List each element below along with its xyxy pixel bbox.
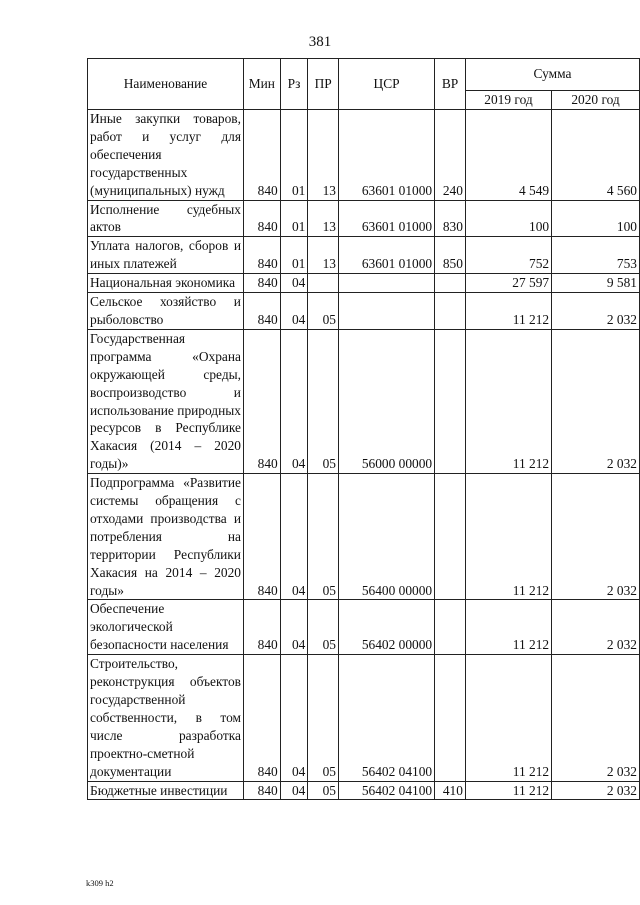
row-sum-2019: 11 212 (465, 600, 551, 655)
row-sum-2019: 752 (465, 237, 551, 274)
table-row (88, 237, 640, 274)
row-sum-2019: 11 212 (465, 474, 551, 600)
table-row (88, 274, 640, 293)
table-row (88, 293, 640, 330)
row-sum-2019: 11 212 (465, 293, 551, 330)
row-sum-2019: 11 212 (465, 781, 551, 800)
row-name: Сельское хозяйство и рыболовство (88, 293, 244, 330)
row-csr: 63601 01000 (339, 200, 435, 237)
row-vr (435, 329, 466, 473)
row-vr (435, 600, 466, 655)
row-sum-2019: 11 212 (465, 655, 551, 781)
row-rz: 01 (280, 110, 308, 201)
row-name: Иные закупки товаров, работ и услуг для обеспечения государственных (муниципальных) нужд (88, 110, 244, 201)
row-min: 840 (243, 474, 280, 600)
row-rz: 01 (280, 237, 308, 274)
header-min: Мин (243, 59, 280, 110)
budget-table (87, 58, 640, 800)
row-sum-2020: 753 (552, 237, 640, 274)
row-min: 840 (243, 237, 280, 274)
row-pr: 13 (308, 110, 339, 201)
row-pr: 05 (308, 781, 339, 800)
row-rz: 04 (280, 474, 308, 600)
row-csr (339, 293, 435, 330)
row-min: 840 (243, 600, 280, 655)
row-min: 840 (243, 110, 280, 201)
header-sum: Сумма (465, 59, 639, 91)
row-csr: 56402 04100 (339, 781, 435, 800)
table-row (88, 474, 640, 600)
row-csr: 63601 01000 (339, 110, 435, 201)
row-name: Подпрограмма «Развитие системы обращения с отходами производства и потребления на территории Республики Хакасия на 2014 – 2020 годы» (88, 474, 244, 600)
row-rz: 04 (280, 293, 308, 330)
footer-code: k309 h2 (86, 878, 114, 888)
header-name: Наименование (88, 59, 244, 110)
row-name: Исполнение судебных актов (88, 200, 244, 237)
row-min: 840 (243, 655, 280, 781)
row-sum-2020: 2 032 (552, 293, 640, 330)
row-sum-2020: 9 581 (552, 274, 640, 293)
table-row (88, 200, 640, 237)
table-row (88, 781, 640, 800)
row-pr: 13 (308, 200, 339, 237)
row-sum-2020: 2 032 (552, 600, 640, 655)
row-sum-2020: 2 032 (552, 655, 640, 781)
row-name: Обеспечение экологической безопасности населения (88, 600, 244, 655)
row-rz: 01 (280, 200, 308, 237)
table-row (88, 110, 640, 201)
row-csr: 56000 00000 (339, 329, 435, 473)
row-pr: 13 (308, 237, 339, 274)
row-csr (339, 274, 435, 293)
row-min: 840 (243, 329, 280, 473)
row-vr (435, 655, 466, 781)
row-min: 840 (243, 274, 280, 293)
row-name: Государственная программа «Охрана окружающей среды, воспроизводство и использование природных ресурсов в Республике Хакасия (2014 – 2020 годы)» (88, 329, 244, 473)
table-row (88, 329, 640, 473)
row-rz: 04 (280, 655, 308, 781)
row-vr (435, 474, 466, 600)
row-sum-2020: 4 560 (552, 110, 640, 201)
row-min: 840 (243, 293, 280, 330)
row-name: Строительство, реконструкция объектов государственной собственности, в том числе разработка проектно-сметной документации (88, 655, 244, 781)
row-name: Бюджетные инвестиции (88, 781, 244, 800)
row-sum-2019: 100 (465, 200, 551, 237)
header-year-2020: 2020 год (552, 90, 640, 109)
row-rz: 04 (280, 781, 308, 800)
row-vr: 410 (435, 781, 466, 800)
row-sum-2019: 11 212 (465, 329, 551, 473)
row-min: 840 (243, 781, 280, 800)
row-sum-2019: 4 549 (465, 110, 551, 201)
header-pr: ПР (308, 59, 339, 110)
row-sum-2020: 2 032 (552, 781, 640, 800)
row-pr: 05 (308, 474, 339, 600)
table-row (88, 655, 640, 781)
table-row (88, 600, 640, 655)
row-name: Уплата налогов, сборов и иных платежей (88, 237, 244, 274)
row-pr: 05 (308, 293, 339, 330)
row-vr: 240 (435, 110, 466, 201)
row-rz: 04 (280, 274, 308, 293)
header-rz: Рз (280, 59, 308, 110)
row-csr: 63601 01000 (339, 237, 435, 274)
header-year-2019: 2019 год (465, 90, 551, 109)
row-sum-2020: 2 032 (552, 329, 640, 473)
row-vr (435, 274, 466, 293)
row-sum-2020: 2 032 (552, 474, 640, 600)
row-vr: 850 (435, 237, 466, 274)
row-rz: 04 (280, 600, 308, 655)
row-name: Национальная экономика (88, 274, 244, 293)
row-vr (435, 293, 466, 330)
header-csr: ЦСР (339, 59, 435, 110)
row-vr: 830 (435, 200, 466, 237)
row-pr (308, 274, 339, 293)
row-sum-2019: 27 597 (465, 274, 551, 293)
row-csr: 56400 00000 (339, 474, 435, 600)
row-pr: 05 (308, 655, 339, 781)
row-csr: 56402 00000 (339, 600, 435, 655)
header-vr: ВР (435, 59, 466, 110)
row-sum-2020: 100 (552, 200, 640, 237)
row-min: 840 (243, 200, 280, 237)
row-pr: 05 (308, 329, 339, 473)
row-csr: 56402 04100 (339, 655, 435, 781)
page-number: 381 (308, 34, 332, 50)
row-pr: 05 (308, 600, 339, 655)
row-rz: 04 (280, 329, 308, 473)
